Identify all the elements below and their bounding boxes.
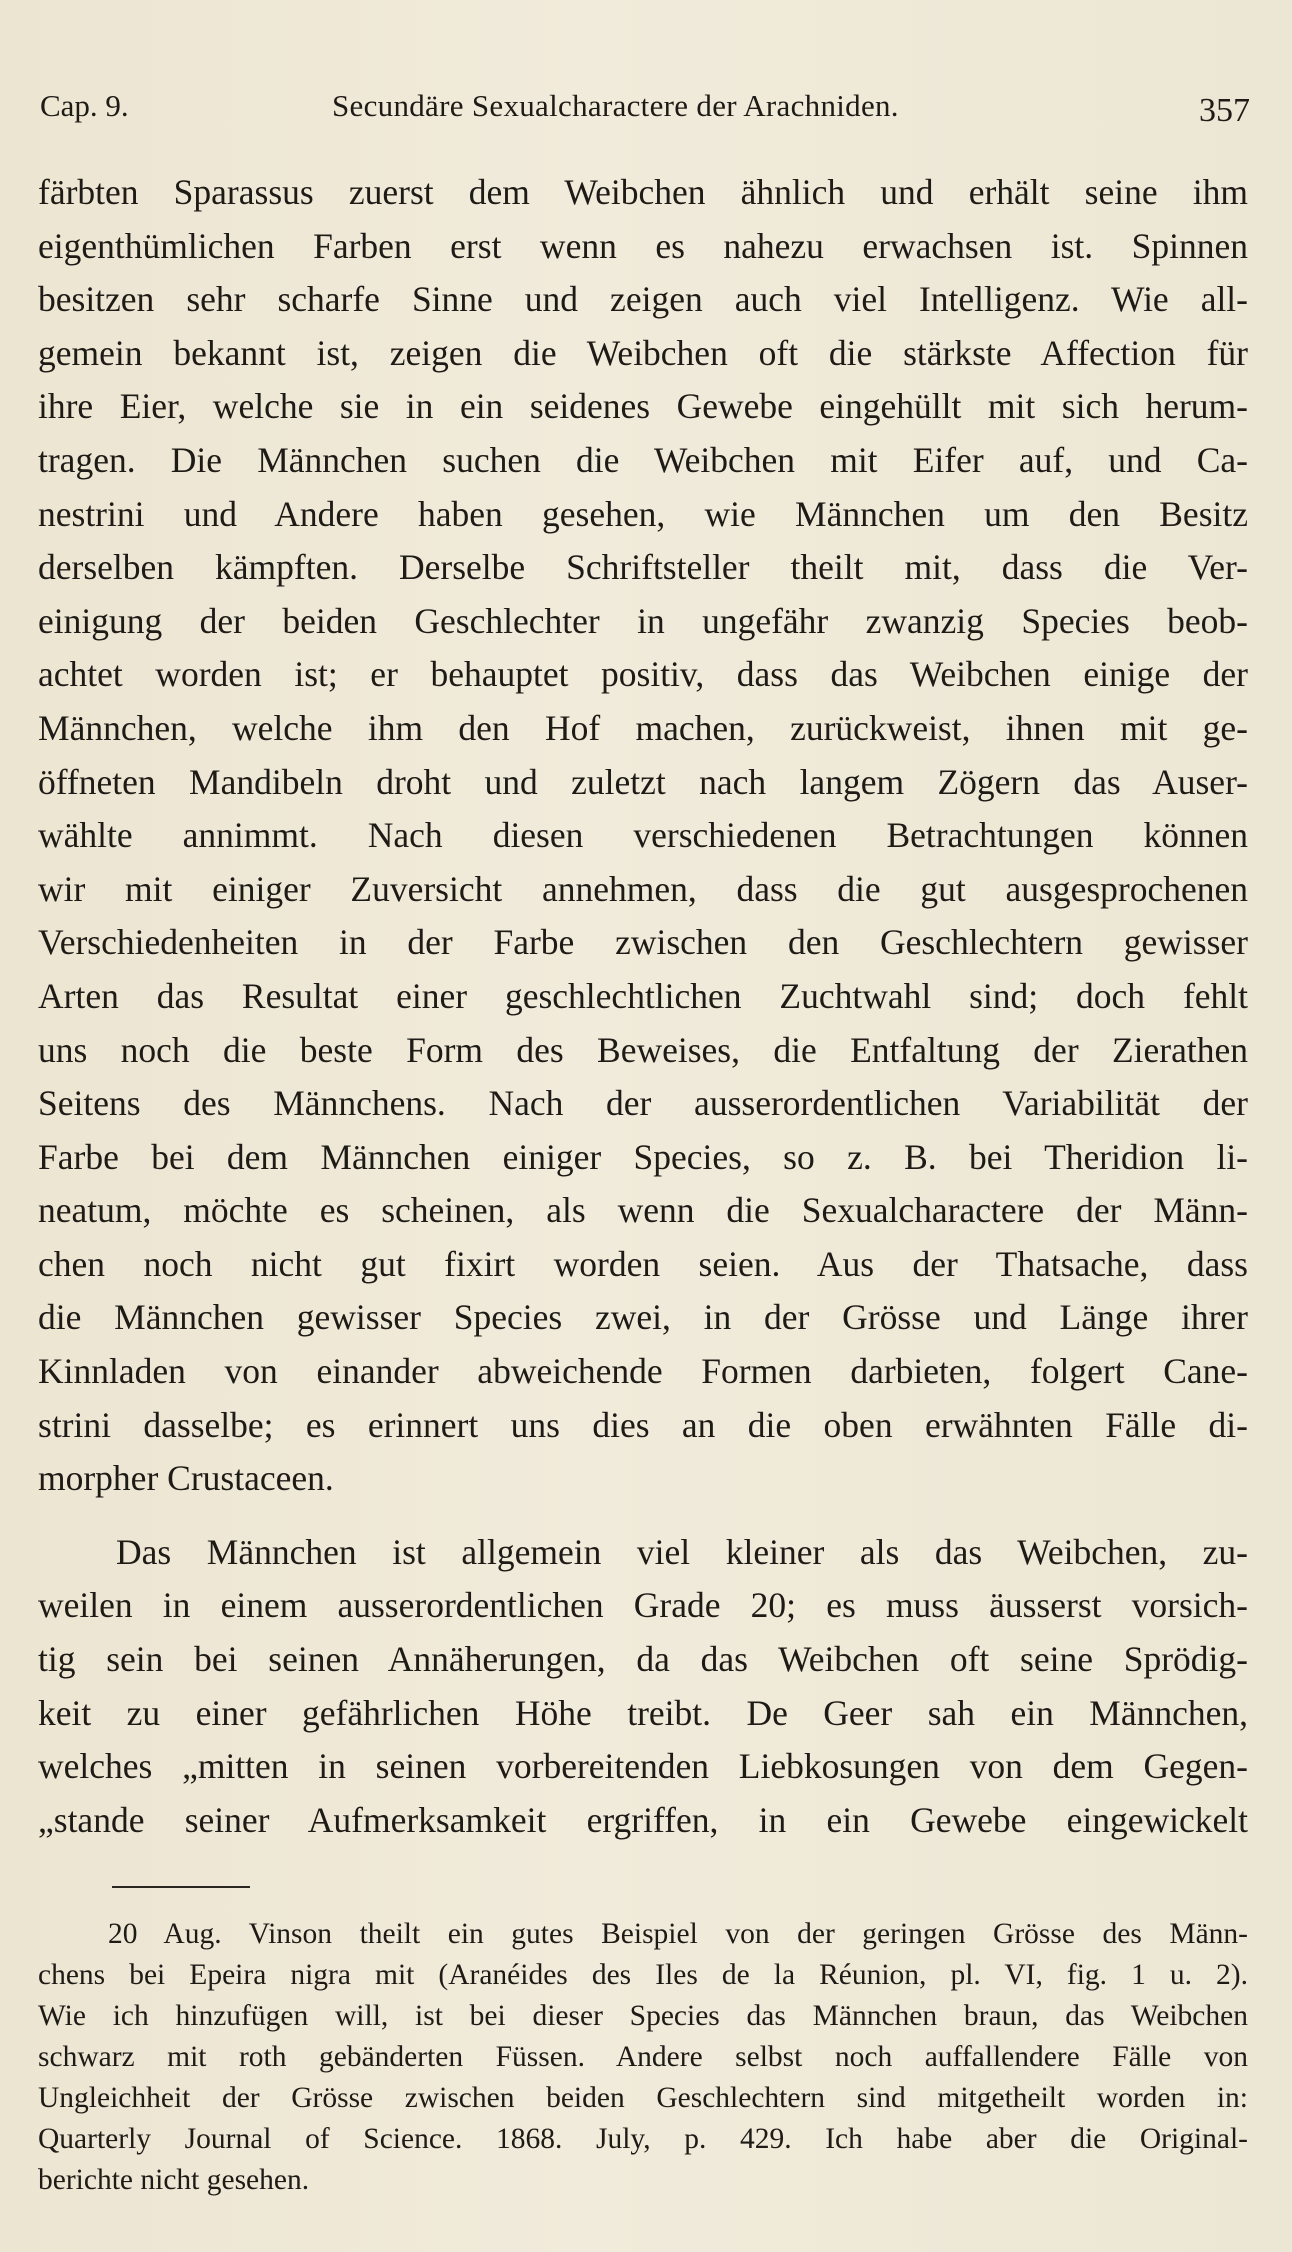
- text-line: färbten Sparassus zuerst dem Weibchen ähnlich und erhält seine ihm: [38, 172, 1248, 212]
- text-line: eigenthümlichen Farben erst wenn es nahezu erwachsen ist. Spinnen: [38, 225, 1248, 266]
- text-line: öffneten Mandibeln droht und zuletzt nach langem Zögern das Auser-: [38, 761, 1248, 802]
- text-line: Farbe bei dem Männchen einiger Species, so z. B. bei Theridion li-: [38, 1136, 1248, 1177]
- text-line: Kinnladen von einander abweichende Formen darbieten, folgert Cane-: [38, 1351, 1248, 1392]
- text-line: wählte annimmt. Nach diesen verschiedenen Betrachtungen können: [38, 815, 1248, 856]
- paragraph-2: [38, 1526, 1248, 1848]
- text-line: Arten das Resultat einer geschlechtlichen Zuchtwahl sind; doch fehlt: [38, 975, 1248, 1016]
- text-line: tragen. Die Männchen suchen die Weibchen mit Eifer auf, und Ca-: [38, 439, 1248, 480]
- text-line: strini dasselbe; es erinnert uns dies an die oben erwähnten Fälle di-: [38, 1404, 1248, 1445]
- footnote-line: berichte nicht gesehen.: [38, 2164, 310, 2196]
- text-line: Das Männchen ist allgemein viel kleiner als das Weibchen, zu-: [116, 1531, 1248, 1572]
- text-line: „stande seiner Aufmerksamkeit ergriffen, in ein Gewebe eingewickelt: [38, 1799, 1248, 1840]
- text-line: keit zu einer gefährlichen Höhe treibt. De Geer sah ein Männchen,: [38, 1692, 1248, 1733]
- text-line: Seitens des Männchens. Nach der ausserordentlichen Variabilität der: [38, 1083, 1248, 1124]
- main-text: [38, 166, 1248, 1847]
- footnote-line: Ungleichheit der Grösse zwischen beiden Geschlechtern sind mitgetheilt worden in:: [38, 2082, 1248, 2114]
- text-line: Männchen, welche ihm den Hof machen, zurückweist, ihnen mit ge-: [38, 707, 1248, 748]
- footnote-line: Quarterly Journal of Science. 1868. July, p. 429. Ich habe aber die Original-: [38, 2123, 1248, 2155]
- text-line: Verschiedenheiten in der Farbe zwischen den Geschlechtern gewisser: [38, 922, 1248, 963]
- text-line: neatum, möchte es scheinen, als wenn die Sexualcharactere der Männ-: [38, 1190, 1248, 1231]
- text-line: morpher Crustaceen.: [38, 1458, 334, 1499]
- paragraph-gap: [38, 1506, 1248, 1526]
- header-title: Secundäre Sexualcharactere der Arachniden.: [332, 88, 899, 123]
- text-line: ihre Eier, welche sie in ein seidenes Gewebe eingehüllt mit sich herum-: [38, 386, 1248, 427]
- text-line: uns noch die beste Form des Beweises, die Entfaltung der Zierathen: [38, 1029, 1248, 1070]
- text-line: nestrini und Andere haben gesehen, wie Männchen um den Besitz: [38, 493, 1248, 534]
- text-line: besitzen sehr scharfe Sinne und zeigen auch viel Intelligenz. Wie all-: [38, 279, 1248, 320]
- text-line: gemein bekannt ist, zeigen die Weibchen oft die stärkste Affection für: [38, 332, 1248, 373]
- text-line: tig sein bei seinen Annäherungen, da das Weibchen oft seine Sprödig-: [38, 1639, 1248, 1680]
- footnote-20: [38, 1914, 1248, 2201]
- running-header: [40, 88, 1250, 138]
- page-number: 357: [1199, 92, 1250, 129]
- text-line: weilen in einem ausserordentlichen Grade 20; es muss äusserst vorsich-: [38, 1585, 1248, 1626]
- paragraph-1: [38, 166, 1248, 1506]
- text-line: einigung der beiden Geschlechter in ungefähr zwanzig Species beob-: [38, 600, 1248, 641]
- footnote-line: schwarz mit roth gebänderten Füssen. Andere selbst noch auffallendere Fälle von: [38, 2041, 1248, 2073]
- text-line: die Männchen gewisser Species zwei, in der Grösse und Länge ihrer: [38, 1297, 1248, 1338]
- chapter-label: Cap. 9.: [40, 88, 129, 123]
- footnote-line: chens bei Epeira nigra mit (Aranéides des Iles de la Réunion, pl. VI, fig. 1 u. 2).: [38, 1959, 1248, 1991]
- text-line: welches „mitten in seinen vorbereitenden Liebkosungen von dem Gegen-: [38, 1746, 1248, 1787]
- text-line: wir mit einiger Zuversicht annehmen, dass die gut ausgesprochenen: [38, 868, 1248, 909]
- footnote-line: Wie ich hinzufügen will, ist bei dieser Species das Männchen braun, das Weibchen: [38, 2000, 1248, 2032]
- text-line: chen noch nicht gut fixirt worden seien. Aus der Thatsache, dass: [38, 1243, 1248, 1284]
- footnote-divider: [112, 1886, 250, 1888]
- text-line: achtet worden ist; er behauptet positiv, dass das Weibchen einige der: [38, 654, 1248, 695]
- footnote-line: 20 Aug. Vinson theilt ein gutes Beispiel von der geringen Grösse des Männ-: [108, 1918, 1248, 1950]
- text-line: derselben kämpften. Derselbe Schriftsteller theilt mit, dass die Ver-: [38, 547, 1248, 588]
